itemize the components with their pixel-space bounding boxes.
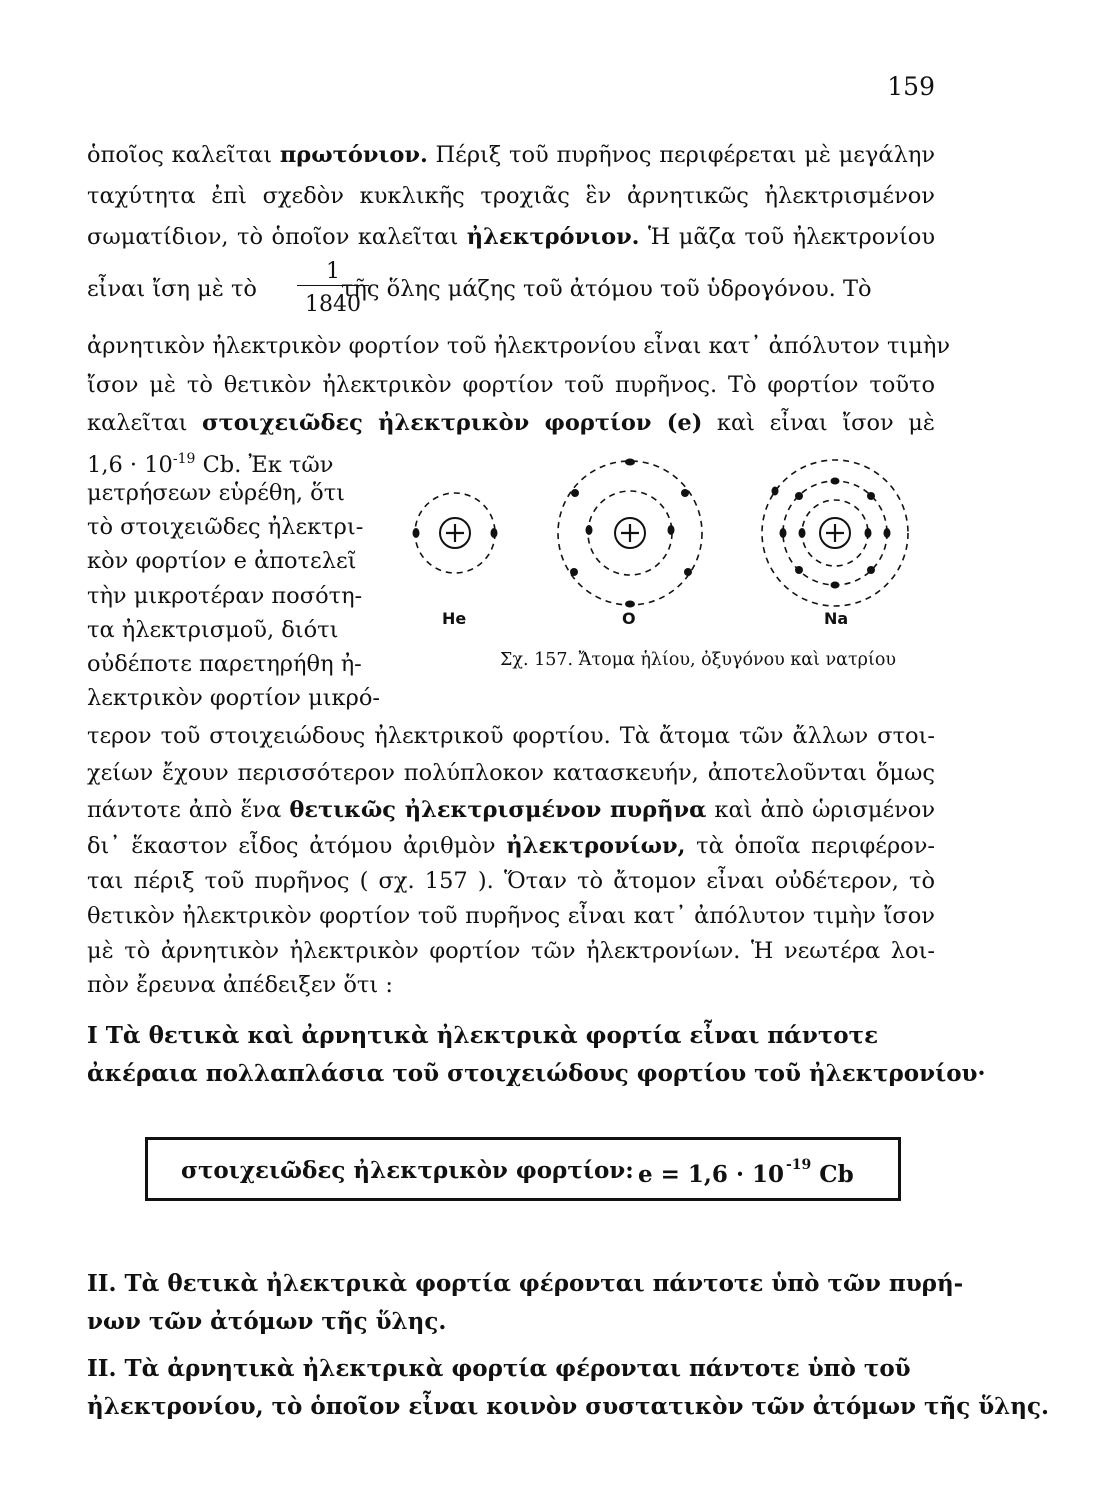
sodium-atom — [762, 460, 908, 628]
atom-label-o: O — [622, 609, 636, 628]
electron — [867, 492, 875, 500]
electron — [795, 492, 803, 500]
law-1 — [87, 1017, 986, 1093]
electron — [780, 528, 787, 538]
atom-label-na: Na — [824, 609, 849, 628]
electron — [586, 525, 593, 535]
electron — [681, 489, 689, 497]
text-line: δι᾽ ἕκαστον εἶδος ἀτόμου ἀριθμὸν ἠλεκτρονίων, τὰ ὁποῖα περιφέρον- — [87, 833, 936, 859]
text-line: ὁποῖος καλεῖται πρωτόνιον. Πέριξ τοῦ πυρῆνος περιφέρεται μὲ μεγάλην — [87, 142, 935, 168]
text-line: πάντοτε ἀπὸ ἕνα θετικῶς ἠλεκτρισμένον πυρῆνα καὶ ἀπὸ ὡρισμένον — [87, 797, 936, 823]
fraction-numerator: 1 — [326, 259, 340, 284]
formula-box — [145, 1137, 901, 1201]
law-1-line-2: ἀκέραια πολλαπλάσια τοῦ στοιχειώδους φορτίου τοῦ ἠλεκτρονίου· — [87, 1060, 986, 1087]
text-line: πὸν ἔρευνα ἀπέδειξεν ὅτι : — [87, 972, 393, 998]
text-line: μετρήσεων εὑρέθη, ὅτι — [87, 480, 345, 506]
law-3-line-2: ἠλεκτρονίου, τὸ ὁποῖον εἶναι κοινὸν συστατικὸν τῶν ἀτόμων τῆς ὕλης. — [87, 1393, 1050, 1420]
electron — [831, 582, 840, 589]
figure-caption: Σχ. 157. Ἄτομα ἡλίου, ὀξυγόνου καὶ νατρίου — [500, 650, 897, 670]
text-line: ται πέριξ τοῦ πυρῆνος ( σχ. 157 ). Ὅταν τὸ ἄτομον εἶναι οὐδέτερον, τὸ — [87, 868, 935, 894]
text-line: ἀρνητικὸν ἠλεκτρικὸν φορτίον τοῦ ἠλεκτρονίου εἶναι κατ᾽ ἀπόλυτον τιμὴν — [87, 333, 951, 359]
law-3 — [87, 1350, 1050, 1426]
fraction-denominator: 1840 — [305, 292, 361, 317]
text-line: $1,6 \cdot 10^{-19}$ Cb. Ἐκ τῶν — [87, 451, 334, 478]
law-2 — [87, 1265, 964, 1341]
text-line: χείων ἔχουν περισσότερον πολύπλοκον κατασκευήν, ἀποτελοῦνται ὅμως — [87, 760, 935, 786]
text-line: μὲ τὸ ἀρνητικὸν ἠλεκτρικὸν φορτίον τῶν ἠλεκτρονίων. Ἡ νεωτέρα λοι- — [87, 938, 935, 964]
electron — [684, 568, 692, 576]
law-1-line-1: I Τὰ θετικὰ καὶ ἀρνητικὰ ἠλεκτρικὰ φορτία εἶναι πάντοτε — [87, 1022, 879, 1049]
electron — [799, 528, 806, 538]
electron — [831, 478, 840, 485]
text-line: οὐδέποτε παρετηρήθη ἠ- — [87, 651, 362, 677]
electron — [413, 528, 420, 538]
law-3-line-1: II. Τὰ ἀρνητικὰ ἠλεκτρικὰ φορτία φέρονται πάντοτε ὑπὸ τοῦ — [87, 1355, 911, 1382]
text-line: ἴσον μὲ τὸ θετικὸν ἠλεκτρικὸν φορτίον τοῦ πυρῆνος. Τὸ φορτίον τοῦτο — [87, 372, 935, 398]
text-line: θετικὸν ἠλεκτρικὸν φορτίον τοῦ πυρῆνος εἶναι κατ᾽ ἀπόλυτον τιμὴν ἴσον — [87, 903, 935, 929]
text-line: τα ἠλεκτρισμοῦ, διότι — [87, 617, 339, 643]
atom-label-he: He — [442, 609, 467, 628]
text-line: λεκτρικὸν φορτίον μικρό- — [87, 685, 380, 711]
text-line: κὸν φορτίον e ἀποτελεῖ — [87, 548, 357, 574]
helium-atom — [413, 493, 498, 628]
electron — [867, 566, 875, 574]
text-line: τὴν μικροτέραν ποσότη- — [87, 583, 363, 609]
fraction-bar — [297, 285, 369, 286]
electron — [772, 487, 779, 496]
electron — [865, 528, 872, 538]
text-line: τὸ στοιχειῶδες ἠλεκτρι- — [87, 514, 364, 540]
text-line: καλεῖται στοιχειῶδες ἠλεκτρικὸν φορτίον (e) καὶ εἶναι ἴσον μὲ — [87, 410, 935, 436]
page-number: 159 — [887, 72, 935, 101]
electron — [795, 566, 803, 574]
electron — [884, 528, 891, 538]
law-2-line-2: νων τῶν ἀτόμων τῆς ὕλης. — [87, 1308, 447, 1335]
electron — [570, 568, 578, 576]
electron — [625, 601, 635, 608]
text-line: ταχύτητα ἐπὶ σχεδὸν κυκλικῆς τροχιᾶς ἓν ἀρνητικῶς ἠλεκτρισμένον — [87, 183, 935, 209]
formula-equation: e = 1,6 · 10 $^{-19}$ Cb — [638, 1157, 854, 1188]
electron — [571, 489, 579, 497]
electron — [491, 528, 498, 538]
electron — [625, 459, 635, 466]
text-line: τερον τοῦ στοιχειώδους ἠλεκτρικοῦ φορτίου. Τὰ ἄτομα τῶν ἄλλων στοι- — [87, 723, 935, 749]
oxygen-atom — [558, 459, 702, 629]
text-line: εἶναι ἴση μὲ τὸ τῆς ὅλης μάζης τοῦ ἀτόμου τοῦ ὑδρογόνου. Τὸ — [87, 276, 872, 302]
formula-label: στοιχειῶδες ἠλεκτρικὸν φορτίον: — [181, 1157, 634, 1184]
text-line: σωματίδιον, τὸ ὁποῖον καλεῖται ἠλεκτρόνιον. Ἡ μᾶζα τοῦ ἠλεκτρονίου — [87, 224, 935, 250]
atom-figure — [400, 448, 940, 678]
electron — [668, 525, 675, 535]
law-2-line-1: II. Τὰ θετικὰ ἠλεκτρικὰ φορτία φέρονται πάντοτε ὑπὸ τῶν πυρή- — [87, 1270, 964, 1297]
